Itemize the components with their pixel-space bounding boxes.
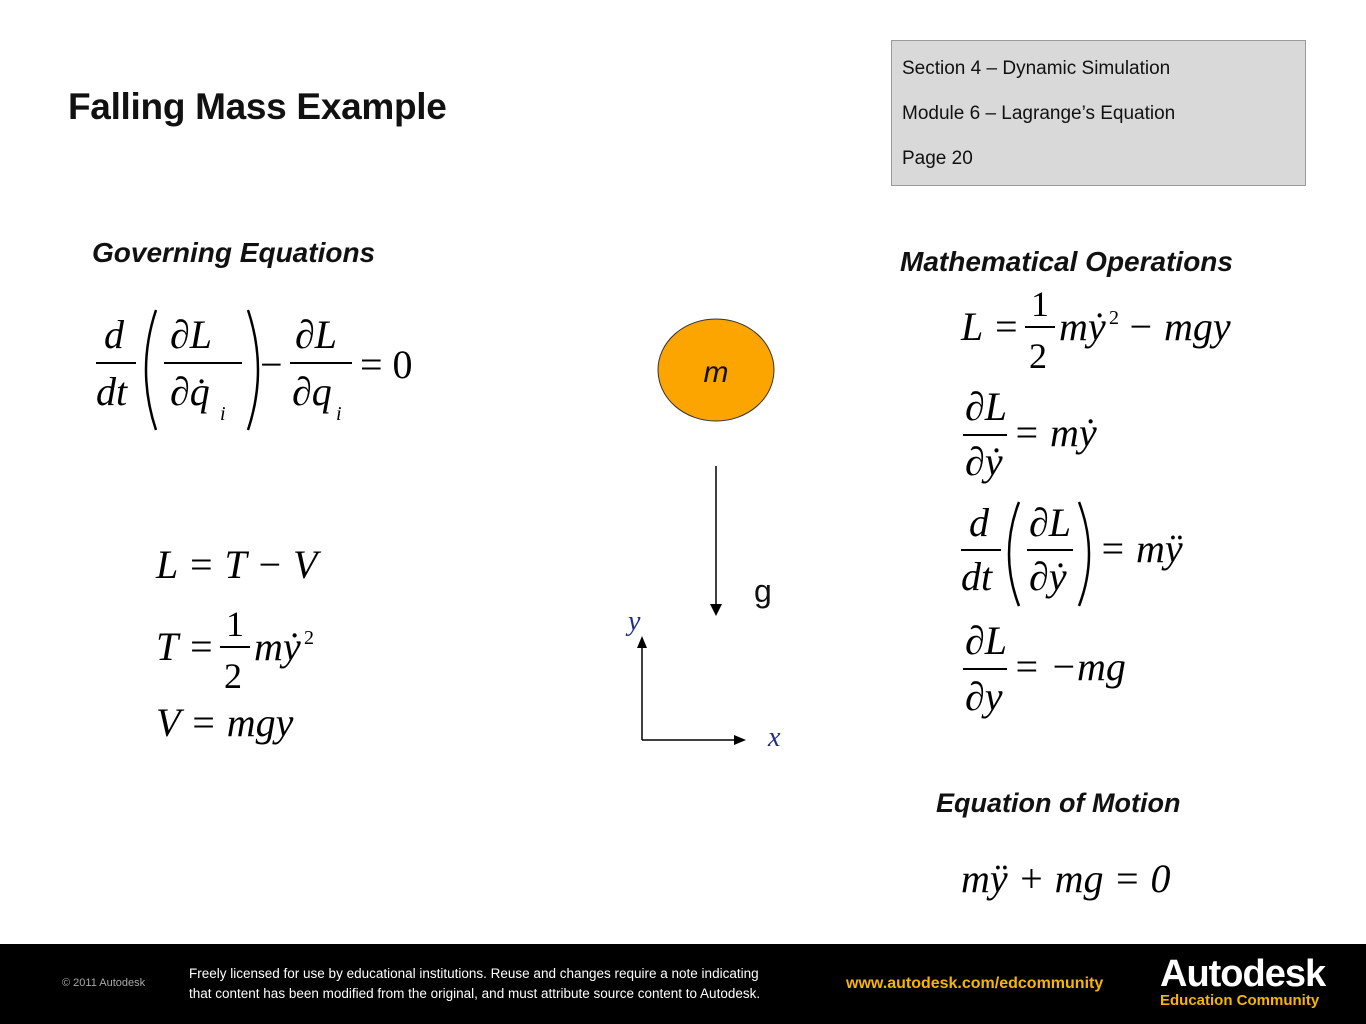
op2-num: ∂L [965, 384, 1008, 429]
op4-rhs: = −mg [1013, 644, 1126, 689]
eq-dq: ∂q [292, 369, 332, 414]
license-line-2: that content has been modified from the original, and must attribute source content to Autodesk. [189, 986, 761, 1001]
copyright-text: © 2011 Autodesk [62, 977, 146, 989]
eq-equals-zero: = 0 [360, 342, 413, 387]
education-community-label: Education Community [1160, 992, 1320, 1009]
eq-dL-1: ∂L [170, 312, 213, 357]
page-label: Page 20 [902, 148, 973, 169]
slide-title: Falling Mass Example [68, 86, 447, 127]
op4-num: ∂L [965, 618, 1008, 663]
eq-d: d [104, 312, 124, 357]
license-line-1: Freely licensed for use by educational institutions. Reuse and changes require a note indicating [189, 966, 759, 981]
op2-rhs: = mẏ [1013, 410, 1097, 455]
op3-num: ∂L [1029, 500, 1072, 545]
op2-den: ∂ẏ [965, 439, 1003, 484]
equation-of-motion-heading: Equation of Motion [936, 788, 1181, 818]
T-den: 2 [224, 656, 242, 696]
mass-label: m [703, 356, 729, 389]
license-text [189, 964, 760, 1004]
section-label: Section 4 – Dynamic Simulation [902, 58, 1171, 79]
op1-tail: − mgy [1127, 304, 1231, 349]
eq-sub-i-1: i [220, 403, 226, 425]
energy-definitions [150, 530, 380, 760]
y-axis-label: y [628, 606, 641, 637]
eq-dL-2: ∂L [295, 312, 338, 357]
eq-dt: dt [96, 369, 128, 414]
op3-den: ∂ẏ [1029, 554, 1067, 599]
T-sup: 2 [304, 627, 314, 649]
section-info-box [891, 40, 1306, 186]
autodesk-logo: Autodesk [1160, 953, 1326, 995]
x-axis-label: x [768, 722, 781, 753]
op3-dt: dt [961, 554, 993, 599]
op1-rhs: mẏ [1059, 304, 1106, 349]
falling-mass-diagram [620, 300, 820, 770]
op3-rhs: = mÿ [1099, 526, 1183, 571]
T-rhs: mẏ [254, 624, 301, 669]
op1-lhs: L = [961, 304, 1020, 349]
op1-sup: 2 [1109, 307, 1119, 329]
V-definition: V = mgy [156, 700, 294, 745]
eq-dq-dot: ∂q̇ [170, 369, 210, 414]
op1-num: 1 [1031, 284, 1049, 324]
motion-equation: mÿ + mg = 0 [961, 856, 1171, 901]
module-label: Module 6 – Lagrange’s Equation [902, 103, 1176, 124]
lagrange-equation [90, 280, 430, 440]
edcommunity-link[interactable]: www.autodesk.com/edcommunity [846, 975, 1104, 992]
T-num: 1 [226, 604, 244, 644]
eq-minus: − [260, 342, 283, 387]
T-lhs: T = [156, 624, 215, 669]
operations-equations [955, 280, 1255, 730]
op1-den: 2 [1029, 336, 1047, 376]
op4-den: ∂y [965, 674, 1003, 719]
equation-of-motion [955, 850, 1215, 910]
L-definition: L = T − V [156, 542, 318, 587]
governing-equations-heading: Governing Equations [92, 237, 376, 268]
op3-d: d [969, 500, 989, 545]
gravity-label: g [754, 573, 772, 609]
mathematical-operations-heading: Mathematical Operations [900, 246, 1233, 277]
eq-sub-i-2: i [336, 403, 342, 425]
